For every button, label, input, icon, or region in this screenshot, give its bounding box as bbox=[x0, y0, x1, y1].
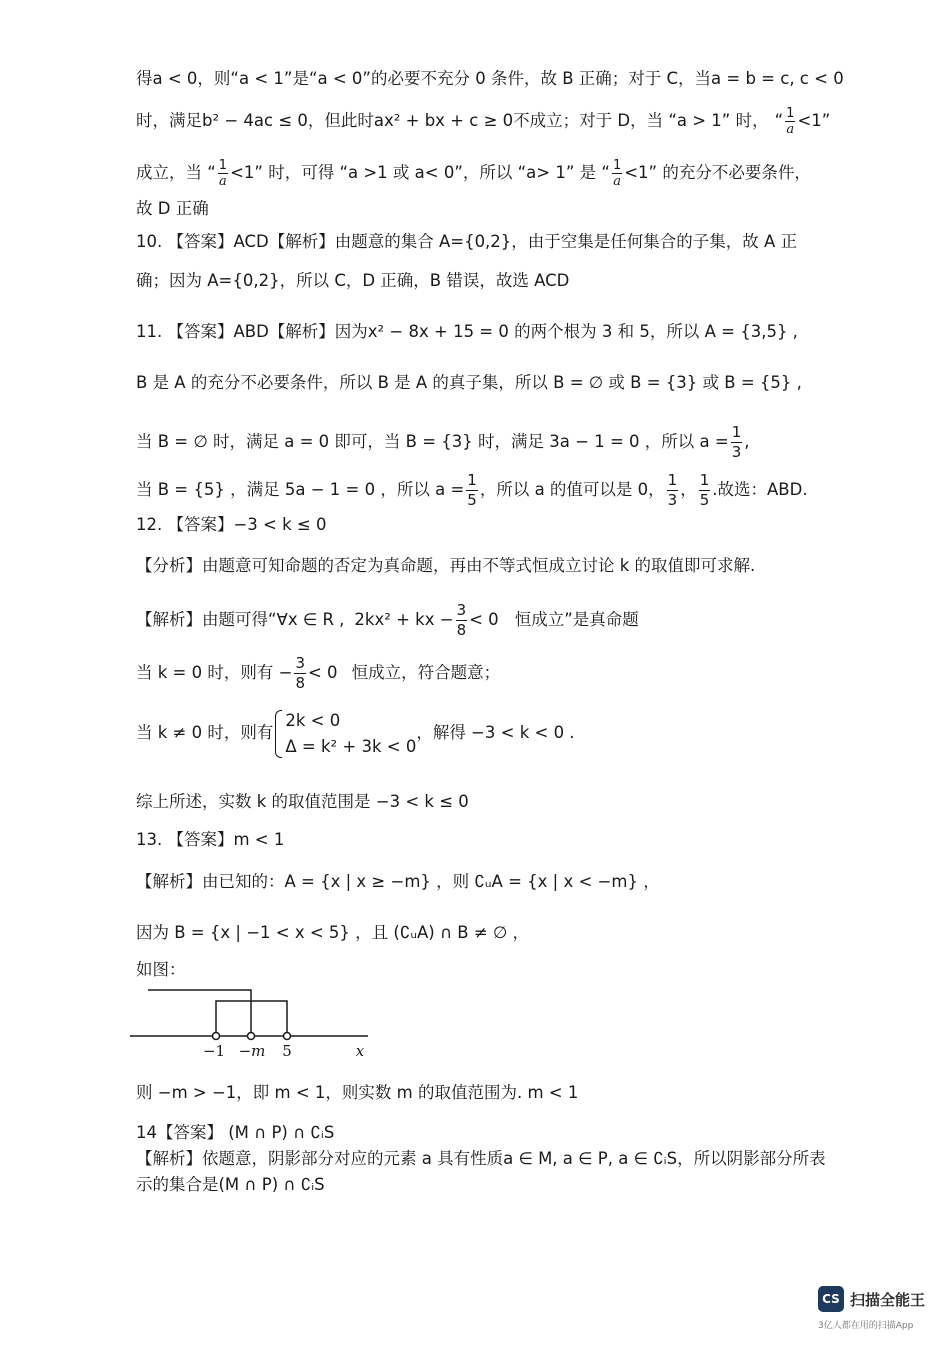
fraction: $\frac{1}{a}$ bbox=[786, 106, 795, 137]
text-line: 【解析】由已知的：A = {x | x ≥ −m} ，则 ∁ᵤA = {x | x < −m} ， bbox=[136, 872, 660, 891]
text-line: 综上所述，实数 k 的取值范围是 −3 < k ≤ 0 bbox=[136, 792, 469, 811]
text-line: 【解析】依题意，阴影部分对应的元素 a 具有性质a ∈ M, a ∈ P, a ∈ ∁ᵢS，所以阴影部分所表 bbox=[136, 1149, 826, 1168]
text-line: 则 −m > −1，即 m < 1，则实数 m 的取值范围为. m < 1 bbox=[136, 1083, 579, 1102]
text-line: 时，满足b² − 4ac ≤ 0，但此时ax² + bx + c ≥ 0不成立；对于 D，当 “a > 1” 时， “ $\frac{1}{a}$ <1” bbox=[136, 106, 831, 137]
text-line: 得a < 0，则“a < 1”是“a < 0”的必要不充分 0 条件，故 B 正确；对于 C，当a = b = c, c < 0 bbox=[136, 69, 844, 88]
camscanner-app-name: 扫描全能王 bbox=[850, 1290, 926, 1309]
text-line: 当 k = 0 时，则有 − $\frac{3}{8}$ < 0 恒成立，符合题意； bbox=[136, 654, 501, 692]
axis-label-x: x bbox=[355, 1042, 365, 1060]
text-line: 成立，当 “ $\frac{1}{a}$ <1” 时，可得 “a >1 或 a< 0”，所以 “a> 1” 是 “ $\frac{1}{a}$ <1” 的充分不必要条件， bbox=[136, 158, 811, 189]
text-line: 当 B = ∅ 时，满足 a = 0 即可，当 B = {3} 时，满足 3a − 1 = 0 ，所以 a = $\frac{1}{3}$ , bbox=[136, 423, 750, 461]
tick-label-5: 5 bbox=[282, 1042, 292, 1060]
fraction: $\frac{3}{8}$ bbox=[456, 601, 467, 639]
text-line: 12. 【答案】−3 < k ≤ 0 bbox=[136, 515, 327, 534]
open-point-minus-1 bbox=[213, 1033, 220, 1040]
set-a-complement-bracket bbox=[148, 990, 251, 1033]
tick-label-minus-1: −1 bbox=[202, 1042, 226, 1060]
camscanner-tagline: 3亿人都在用的扫描App bbox=[818, 1321, 914, 1331]
text-line: 14【答案】 (M ∩ P) ∩ ∁ᵢS bbox=[136, 1123, 335, 1142]
tick-label-minus-m: −m bbox=[238, 1042, 266, 1060]
number-line-figure bbox=[130, 985, 380, 1065]
fraction: $\frac{1}{a}$ bbox=[612, 158, 622, 189]
text-line: 示的集合是(M ∩ P) ∩ ∁ᵢS bbox=[136, 1175, 325, 1194]
text-line: 因为 B = {x | −1 < x < 5} ，且 (∁ᵤA) ∩ B ≠ ∅ ， bbox=[136, 923, 530, 942]
text-line: B 是 A 的充分不必要条件，所以 B 是 A 的真子集，所以 B = ∅ 或 B = {3} 或 B = {5} , bbox=[136, 373, 802, 392]
text-line: 当 B = {5} ，满足 5a − 1 = 0 ，所以 a = $\frac{1}{5}$ ，所以 a 的值可以是 0， $\frac{1}{3}$ ， $\frac{1}{5}$ .故选：ABD. bbox=[136, 471, 808, 509]
text-line: 13. 【答案】m < 1 bbox=[136, 830, 285, 849]
text-line: 10. 【答案】ACD【解析】由题意的集合 A={0,2}，由于空集是任何集合的子集，故 A 正 bbox=[136, 232, 798, 251]
text-line: 【分析】由题意可知命题的否定为真命题，再由不等式恒成立讨论 k 的取值即可求解. bbox=[136, 556, 756, 575]
text-line: 【解析】由题可得“∀x ∈ R , 2kx² + kx − $\frac{3}{8}$ < 0 恒成立”是真命题 bbox=[136, 601, 639, 639]
equation-system: 2k < 0 Δ = k² + 3k < 0 bbox=[273, 708, 416, 760]
open-point-minus-m bbox=[248, 1033, 255, 1040]
text-line: 当 k ≠ 0 时，则有 2k < 0 Δ = k² + 3k < 0 ，解得 −3 < k < 0 . bbox=[136, 705, 575, 761]
camscanner-watermark bbox=[818, 1286, 925, 1312]
text-line: 11. 【答案】ABD【解析】因为x² − 8x + 15 = 0 的两个根为 3 和 5，所以 A = {3,5} , bbox=[136, 322, 798, 341]
text-line: 如图： bbox=[136, 960, 186, 979]
fraction: $\frac{1}{5}$ bbox=[699, 471, 710, 509]
fraction: $\frac{3}{8}$ bbox=[295, 654, 305, 692]
open-point-5 bbox=[284, 1033, 291, 1040]
fraction: $\frac{1}{3}$ bbox=[667, 471, 678, 509]
fraction: $\frac{1}{a}$ bbox=[218, 158, 228, 189]
text-line: 故 D 正确 bbox=[136, 199, 209, 218]
camscanner-logo-icon: CS bbox=[818, 1286, 844, 1312]
fraction: $\frac{1}{5}$ bbox=[467, 471, 477, 509]
fraction: $\frac{1}{3}$ bbox=[731, 423, 742, 461]
text-line: 确；因为 A={0,2}，所以 C，D 正确，B 错误，故选 ACD bbox=[136, 271, 570, 290]
